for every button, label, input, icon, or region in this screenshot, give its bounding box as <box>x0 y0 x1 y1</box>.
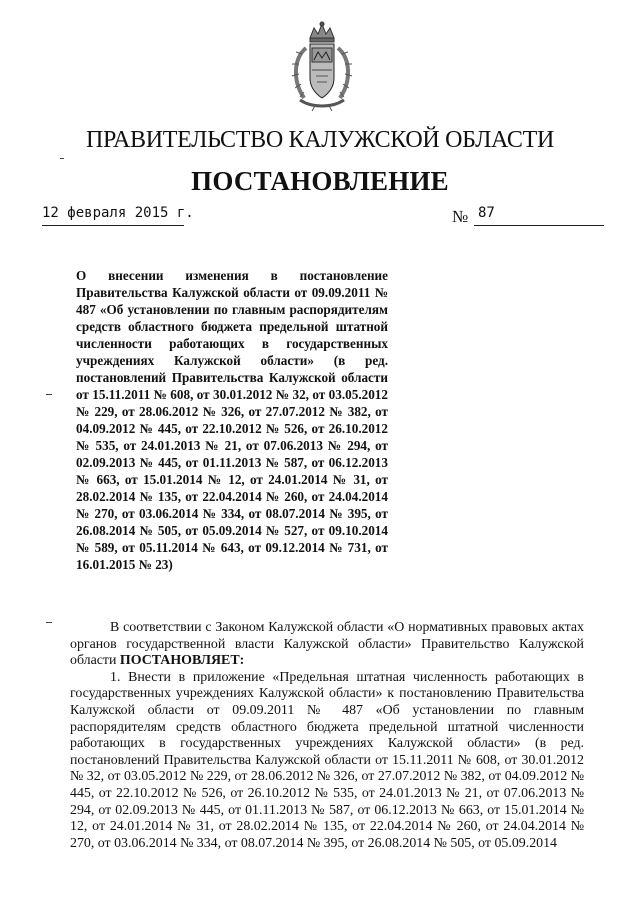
number-underline <box>474 225 604 226</box>
scan-mark <box>46 622 52 623</box>
coat-of-arms-emblem <box>282 20 362 112</box>
preamble-text: В соответствии с Законом Калужской области «О нормативных правовых актах органов государственной власти Калужской области» Правительство Калужской области <box>70 620 584 669</box>
decree-body <box>70 620 584 852</box>
preamble-paragraph <box>70 620 584 670</box>
scan-mark <box>60 158 64 159</box>
decree-subject: О внесении изменения в постановление Правительства Калужской области от 09.09.2011 № 487 «Об установлении по главным распорядителям средств областного бюджета предельной штатной численности работающих в государственных учреждениях Калужской области» (в ред. постановлений Правительства Калужской области от 15.11.2011 № 608, от 30.01.2012 № 32, от 03.05.2012 № 229, от 28.06.2012 № 326, от 27.07.2012 № 382, от 04.09.2012 № 445, от 22.10.2012 № 526, от 26.10.2012 № 535, от 24.01.2013 № 21, от 07.06.2013 № 294, от 02.09.2013 № 445, от 01.11.2013 № 587, от 06.12.2013 № 663, от 15.01.2014 № 12, от 24.01.2014 № 31, от 28.02.2014 № 135, от 22.04.2014 № 260, от 24.04.2014 № 270, от 03.06.2014 № 334, от 08.07.2014 № 395, от 26.08.2014 № 505, от 05.09.2014 № 527, от 09.10.2014 № 589, от 05.11.2014 № 643, от 09.12.2014 № 731, от 16.01.2015 № 23) <box>76 268 388 572</box>
scan-mark <box>46 394 52 395</box>
decree-word: ПОСТАНОВЛЯЕТ: <box>119 653 245 669</box>
decree-date: 12 февраля 2015 г. <box>42 205 194 221</box>
government-name: ПРАВИТЕЛЬСТВО КАЛУЖСКОЙ ОБЛАСТИ <box>86 127 554 153</box>
date-underline <box>42 225 184 226</box>
item-1-paragraph: 1. Внести в приложение «Предельная штатная численность работающих в государственных учреждениях Калужской области» к постановлению Правительства Калужской области от 09.09.2011 № 487 «Об установлении по главным распорядителям средств областного бюджета предельной штатной численности работающих в государственных учреждениях Калужской области» (в ред. постановлений Правительства Калужской области от 15.11.2011 № 608, от 30.01.2012 № 32, от 03.05.2012 № 229, от 28.06.2012 № 326, от 27.07.2012 № 382, от 04.09.2012 № 445, от 22.10.2012 № 526, от 26.10.2012 № 535, от 24.01.2013 № 21, от 07.06.2013 № 294, от 02.09.2013 № 445, от 01.11.2013 № 587, от 06.12.2013 № 663, от 15.01.2014 № 12, от 24.01.2014 № 31, от 28.02.2014 № 135, от 22.04.2014 № 260, от 24.04.2014 № 270, от 03.06.2014 № 334, от 08.07.2014 № 395, от 26.08.2014 № 505, от 05.09.2014 <box>70 669 584 851</box>
number-sign: № <box>452 207 469 226</box>
decree-number: 87 <box>478 205 495 221</box>
document-type-title: ПОСТАНОВЛЕНИЕ <box>191 166 449 196</box>
